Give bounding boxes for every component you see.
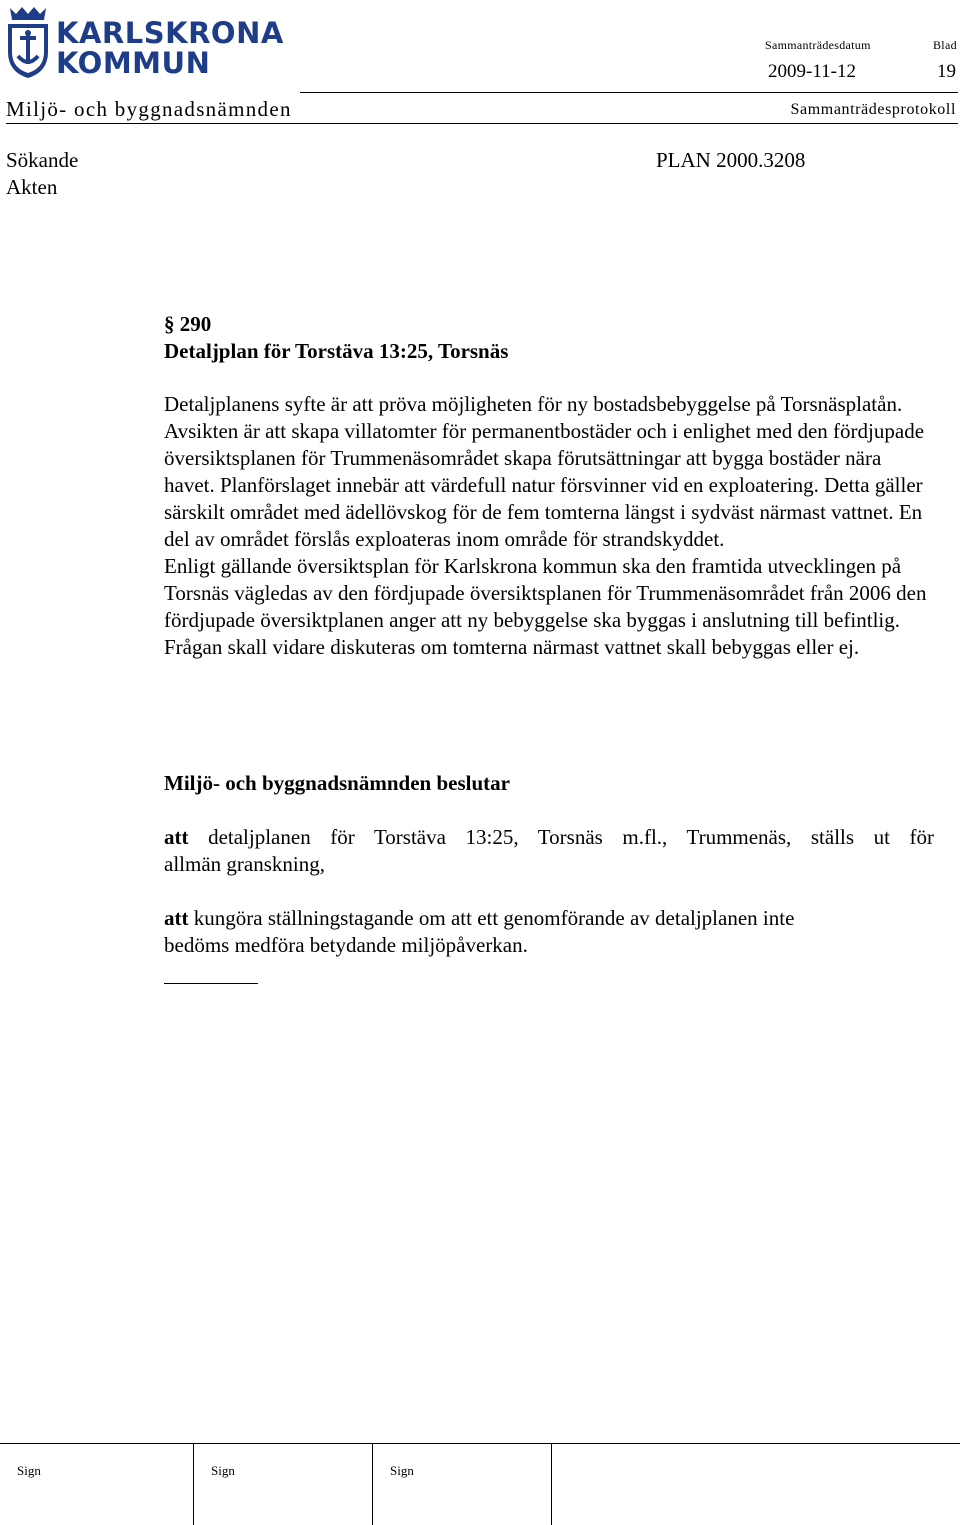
- decision-heading: Miljö- och byggnadsnämnden beslutar: [164, 771, 510, 795]
- decision-keyword: att: [164, 825, 189, 849]
- item-heading: [164, 311, 934, 365]
- item-title: Detaljplan för Torstäva 13:25, Torsnäs: [164, 339, 509, 363]
- meeting-date-label: Sammanträdesdatum: [765, 38, 871, 52]
- applicant-label: Sökande: [6, 148, 79, 172]
- department-name: Miljö- och byggnadsnämnden: [6, 97, 292, 121]
- item-body: [164, 391, 934, 661]
- body-paragraph-1: Detaljplanens syfte är att pröva möjligheten för ny bostadsbebyggelse på Torsnäsplatån. Avsikten är att skapa villatomter för permanentbostäder och i enlighet med den fördjupade översiktsplanen för Trummenäsområdet skapa förutsättningar att bygga bostäder nära havet. Planförslaget innebär att värdefull natur försvinner vid en exploatering. Detta gäller särskilt området med ädellövskog för de fem tomterna längst i sydväst närmast vattnet. En del av området förslås exploateras inom område för strandskyddet.: [164, 392, 925, 551]
- item-number: 290: [179, 312, 212, 336]
- sign-label: Sign: [211, 1463, 235, 1478]
- body-paragraph-2: Enligt gällande översiktsplan för Karlskrona kommun ska den framtida utvecklingen på Torsnäs vägledas av den fördjupade översiktsplanen för Trummenäsområdet från 2006 den fördjupade översiktplanen anger att ny bebyggelse ska byggas i anslutning till befintlig.: [164, 554, 927, 632]
- municipality-logo: [4, 4, 304, 82]
- page-number: 19: [937, 61, 956, 82]
- body-paragraph-3: Frågan skall vidare diskuteras om tomterna närmast vattnet skall bebyggas eller ej.: [164, 635, 860, 659]
- page-label: Blad: [933, 38, 957, 52]
- logo-line-1: KARLSKRONA: [56, 16, 284, 50]
- header-divider: [300, 92, 958, 93]
- signature-cell: [0, 1444, 194, 1525]
- file-label: Akten: [6, 175, 58, 199]
- plan-number: PLAN 2000.3208: [656, 148, 806, 172]
- coat-of-arms-icon: [4, 4, 52, 80]
- section-symbol: §: [164, 312, 175, 336]
- signature-table: [0, 1443, 960, 1525]
- decision-text-continued: bedöms medföra betydande miljöpåverkan.: [164, 933, 528, 957]
- end-rule: [164, 983, 258, 984]
- signature-cell: [194, 1444, 373, 1525]
- decision-text: kungöra ställningstagande om att ett genomförande av detaljplanen inte: [193, 906, 795, 930]
- sign-label: Sign: [390, 1463, 414, 1478]
- signature-cell: [373, 1444, 552, 1525]
- decision-text-continued: allmän granskning,: [164, 852, 325, 876]
- decision-keyword: att: [164, 906, 189, 930]
- decision-item-2: [164, 905, 934, 959]
- logo-line-2: KOMMUN: [56, 46, 211, 80]
- decision-item-1: [164, 824, 934, 878]
- sign-label: Sign: [17, 1463, 41, 1478]
- protocol-type: Sammanträdesprotokoll: [790, 101, 956, 118]
- header-underline: [6, 123, 958, 124]
- meeting-date-value: 2009-11-12: [768, 61, 856, 82]
- decision-text: detaljplanen för Torstäva 13:25, Torsnäs m.fl., Trummenäs, ställs ut för: [208, 825, 935, 849]
